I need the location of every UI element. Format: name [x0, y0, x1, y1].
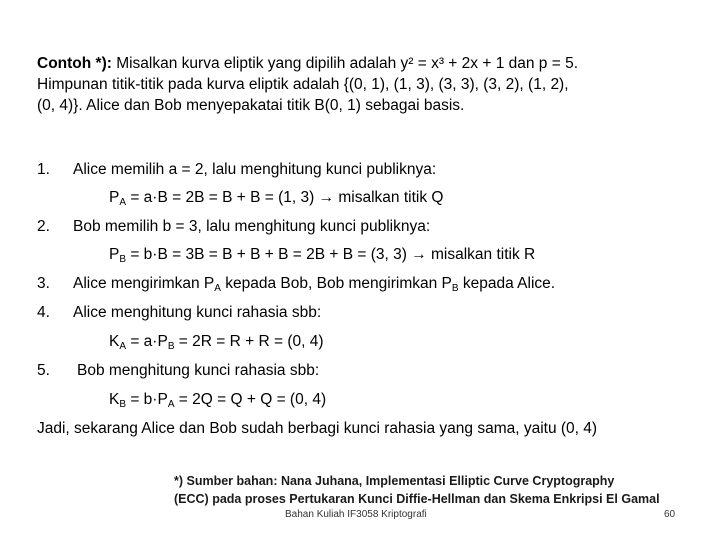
source-line-1: *) Sumber bahan: Nana Juhana, Implementasi Elliptic Curve Cryptography: [174, 474, 615, 488]
source-line-2: (ECC) pada proses Pertukaran Kunci Diffie-Hellman dan Skema Enkripsi El Gamal: [174, 492, 660, 506]
step-2-equation: $P_B = b\cdot B = 3B = B + B + B = 2B + B = (3$, 3) → misalkan titik R: [109, 246, 536, 265]
step-number-2: 2.: [37, 218, 50, 235]
step-2-text: Bob memilih b = 3, lalu menghitung kunci publiknya:: [73, 218, 431, 235]
intro-line-3: (0, 4)}. Alice dan Bob menyepakatai titik B(0, 1) sebagai basis.: [37, 97, 465, 114]
step-3-text: Alice mengirimkan $P_A$ kepada Bob, Bob mengirimkan $P_B$ kepada Alice.: [73, 275, 556, 294]
step-number-3: 3.: [37, 275, 50, 292]
intro-paragraph: [37, 53, 578, 116]
step-1-equation: $P_A = a\cdot B = 2B = B + B = (1$, 3) → misalkan titik Q: [109, 189, 444, 208]
step-5-text: Bob menghitung kunci rahasia sbb:: [77, 362, 320, 379]
footer-course: Bahan Kuliah IF3058 Kriptografi: [285, 509, 427, 520]
step-number-4: 4.: [37, 304, 50, 321]
step-1-text: Alice memilih a = 2, lalu menghitung kunci publiknya:: [73, 161, 437, 178]
intro-line-2: Himpunan titik-titik pada kurva eliptik adalah {(0, 1), (1, 3), (3, 3), (3, 2), (1, 2),: [37, 76, 569, 93]
intro-line-1: Contoh *): Misalkan kurva eliptik yang dipilih adalah y² = x³ + 2x + 1 dan p = 5.: [37, 55, 579, 72]
example-label: Contoh *):: [37, 55, 112, 72]
step-5-equation: $K_B = b\cdot P_A = 2Q = Q + Q = (0$, 4): [109, 391, 327, 410]
step-number-5: 5.: [37, 362, 50, 379]
step-4-text: Alice menghitung kunci rahasia sbb:: [73, 304, 322, 321]
conclusion-text: Jadi, sekarang Alice dan Bob sudah berbagi kunci rahasia yang sama, yaitu (0, 4): [37, 420, 598, 437]
footer-page-number: 60: [664, 509, 676, 520]
step-4-equation: $K_A = a\cdot P_B = 2R = R + R = (0$, 4): [109, 333, 324, 352]
source-citation: [174, 472, 660, 508]
step-number-1: 1.: [37, 161, 50, 178]
